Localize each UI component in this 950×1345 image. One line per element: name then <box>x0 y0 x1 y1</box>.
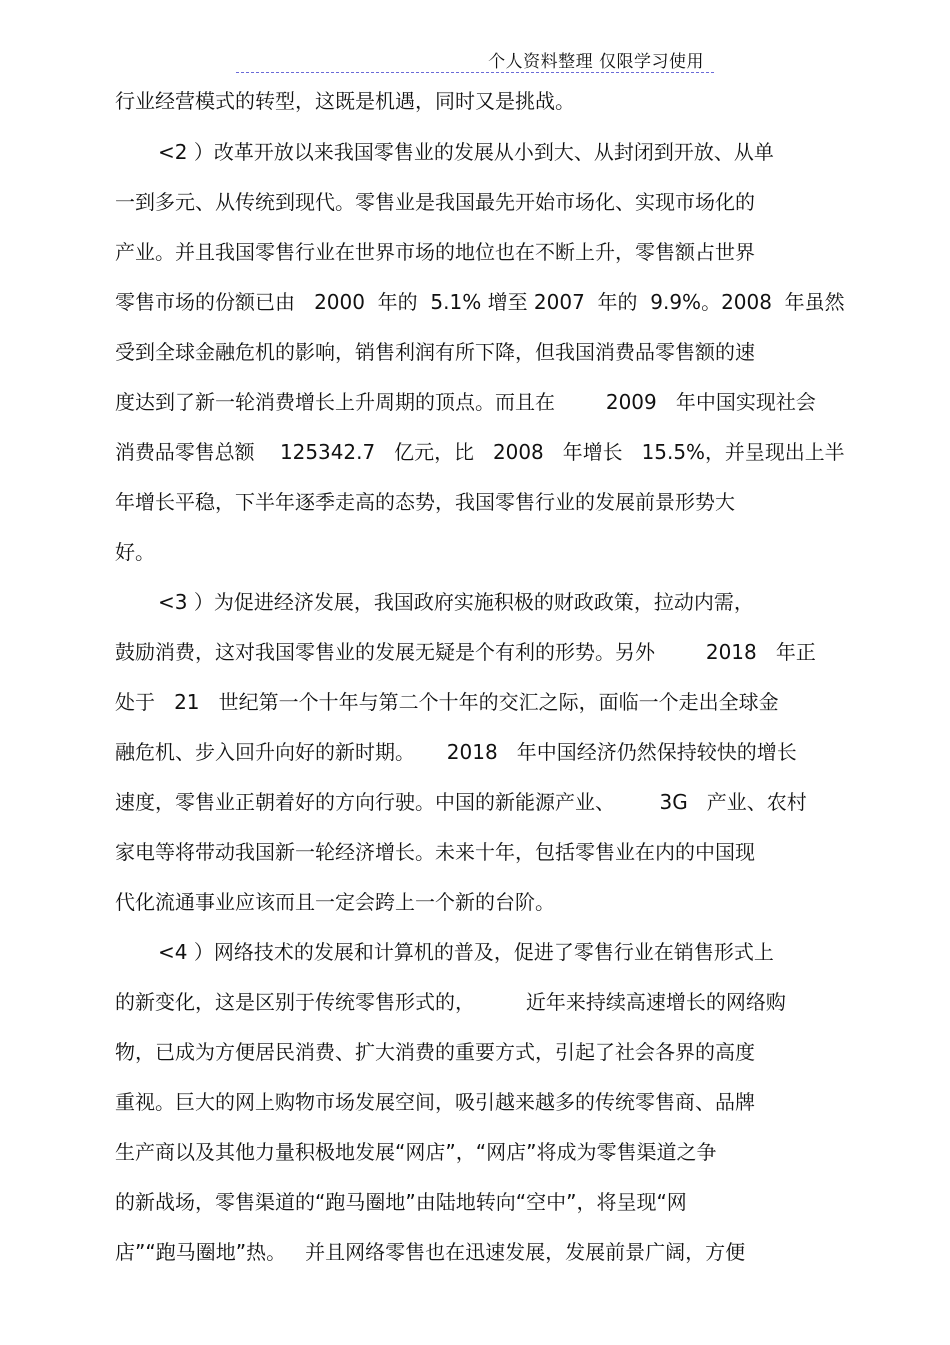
text-line: 鼓励消费，这对我国零售业的发展无疑是个有利的形势。另外 2018 年正 <box>115 640 816 664</box>
text-line: 物，已成为方便居民消费、扩大消费的重要方式，引起了社会各界的高度 <box>115 1040 755 1064</box>
paragraph-2-start: <2 ）改革开放以来我国零售业的发展从小到大、从封闭到开放、从单 <box>158 140 774 164</box>
text-line: 行业经营模式的转型，这既是机遇，同时又是挑战。 <box>115 89 575 113</box>
text-line: 重视。巨大的网上购物市场发展空间，吸引越来越多的传统零售商、品牌 <box>115 1090 755 1114</box>
text-line: 的新变化，这是区别于传统零售形式的， 近年来持续高速增长的网络购 <box>115 990 786 1014</box>
text-line: 零售市场的份额已由 2000 年的 5.1% 增至 2007 年的 9.9%。2008 年虽然 <box>115 290 845 314</box>
text-line: 代化流通事业应该而且一定会跨上一个新的台阶。 <box>115 890 555 914</box>
text-line: 速度，零售业正朝着好的方向行驶。中国的新能源产业、 3G 产业、农村 <box>115 790 807 814</box>
text-line: 店”“跑马圈地”热。 并且网络零售也在迅速发展，发展前景广阔，方便 <box>115 1240 746 1264</box>
text-line: 受到全球金融危机的影响，销售利润有所下降，但我国消费品零售额的速 <box>115 340 755 364</box>
text-line: 一到多元、从传统到现代。零售业是我国最先开始市场化、实现市场化的 <box>115 190 755 214</box>
text-line: 的新战场，零售渠道的“跑马圈地”由陆地转向“空中”，将呈现“网 <box>115 1190 687 1214</box>
text-line: 度达到了新一轮消费增长上升周期的顶点。而且在 2009 年中国实现社会 <box>115 390 816 414</box>
paragraph-4-start: <4 ）网络技术的发展和计算机的普及，促进了零售行业在销售形式上 <box>158 940 774 964</box>
text-line: 消费品零售总额 125342.7 亿元，比 2008 年增长 15.5%，并呈现出上半 <box>115 440 845 464</box>
text-line: 处于 21 世纪第一个十年与第二个十年的交汇之际，面临一个走出全球金 <box>115 690 779 714</box>
header-text: 个人资料整理 仅限学习使用 <box>488 52 704 72</box>
text-line: 好。 <box>115 540 155 564</box>
text-line: 融危机、步入回升向好的新时期。 2018 年中国经济仍然保持较快的增长 <box>115 740 797 764</box>
text-line: 家电等将带动我国新一轮经济增长。未来十年，包括零售业在内的中国现 <box>115 840 755 864</box>
text-line: 生产商以及其他力量积极地发展“网店”，“网店”将成为零售渠道之争 <box>115 1140 717 1164</box>
text-line: 年增长平稳，下半年逐季走高的态势，我国零售行业的发展前景形势大 <box>115 490 735 514</box>
text-line: 产业。并且我国零售行业在世界市场的地位也在不断上升，零售额占世界 <box>115 240 755 264</box>
paragraph-3-start: <3 ）为促进经济发展，我国政府实施积极的财政政策，拉动内需， <box>158 590 754 614</box>
